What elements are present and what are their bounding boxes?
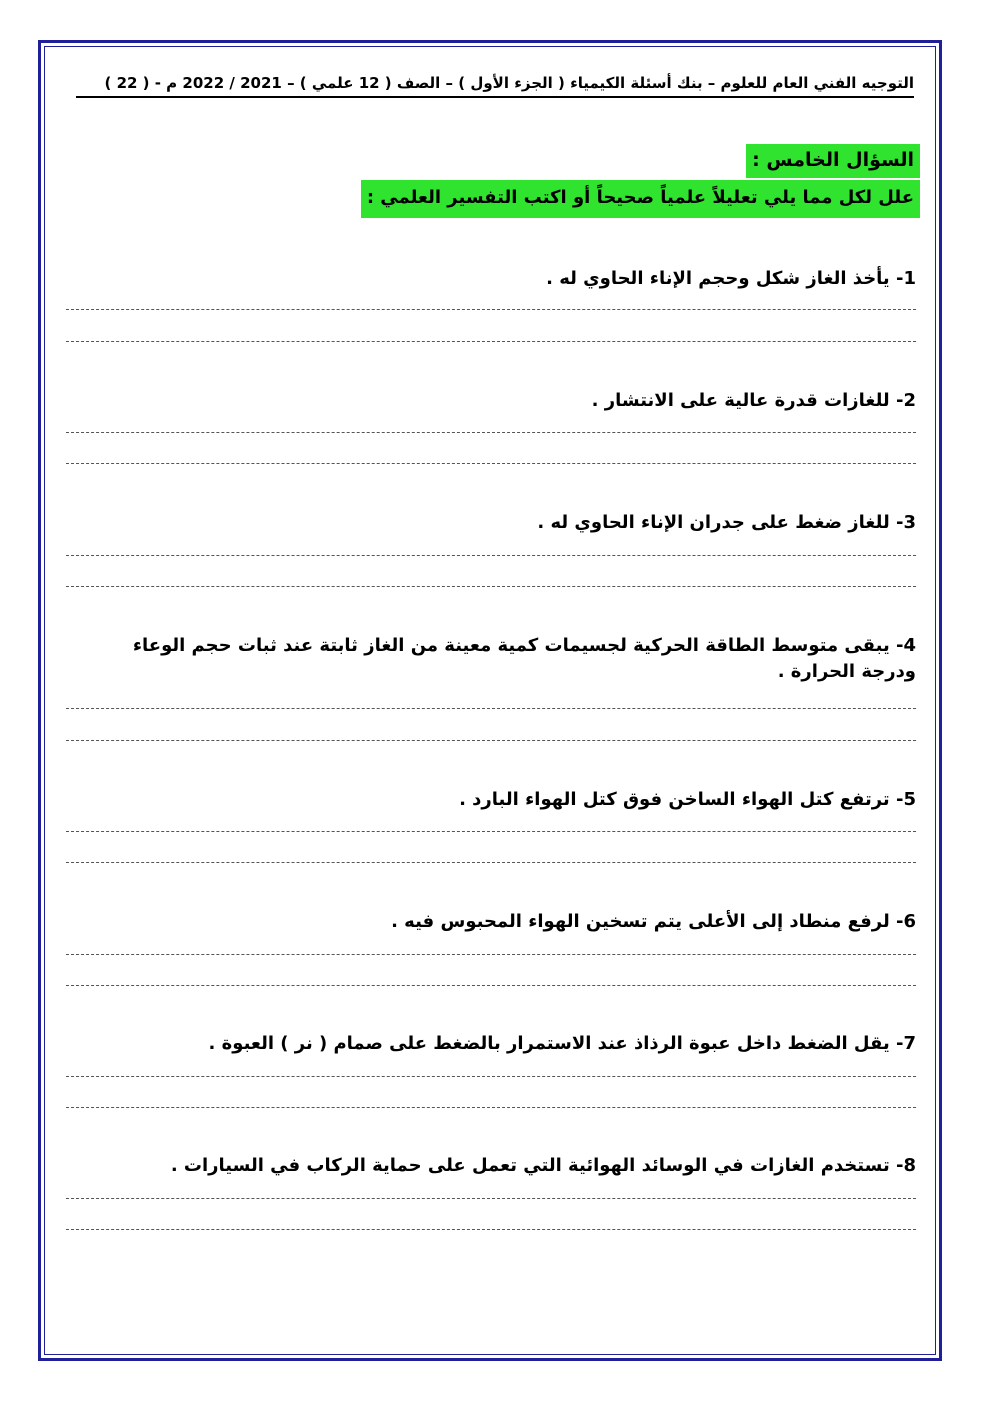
item-text: يقل الضغط داخل عبوة الرذاذ عند الاستمرار بالضغط على صمام ( نر ) العبوة . (208, 1033, 890, 1054)
item-number: 5- (895, 789, 916, 810)
item-number: 8- (895, 1155, 916, 1176)
item-number: 1- (895, 268, 916, 289)
answer-line[interactable] (66, 309, 916, 310)
answer-line[interactable] (66, 985, 916, 986)
question-title: السؤال الخامس : (746, 144, 920, 178)
question-item-2 (76, 388, 916, 414)
item-text: تستخدم الغازات في الوسائد الهوائية التي تعمل على حماية الركاب في السيارات . (170, 1155, 890, 1176)
answer-line[interactable] (66, 1229, 916, 1230)
item-number: 3- (895, 512, 916, 533)
answer-line[interactable] (66, 1198, 916, 1199)
answer-line[interactable] (66, 954, 916, 955)
page-header: التوجيه الفني العام للعلوم – بنك أسئلة الكيمياء ( الجزء الأول ) – الصف ( 12 علمي ) – 2021 / 2022 م - ( 22 ) (76, 72, 914, 98)
question-item-5 (76, 787, 916, 813)
question-item-8 (76, 1153, 916, 1179)
answer-line[interactable] (66, 862, 916, 863)
answer-line[interactable] (66, 463, 916, 464)
item-text: للغاز ضغط على جدران الإناء الحاوي له . (537, 512, 890, 533)
item-text: للغازات قدرة عالية على الانتشار . (591, 390, 890, 411)
item-number: 2- (895, 390, 916, 411)
item-text: لرفع منطاد إلى الأعلى يتم تسخين الهواء المحبوس فيه . (391, 911, 890, 932)
question-item-1 (76, 266, 916, 292)
item-text: يأخذ الغاز شكل وحجم الإناء الحاوي له . (546, 268, 890, 289)
item-number: 6- (895, 911, 916, 932)
answer-line[interactable] (66, 708, 916, 709)
item-number: 7- (895, 1033, 916, 1054)
answer-line[interactable] (66, 740, 916, 741)
answer-line[interactable] (66, 341, 916, 342)
question-item-6 (76, 909, 916, 935)
item-text: ترتفع كتل الهواء الساخن فوق كتل الهواء البارد . (459, 789, 890, 810)
item-number: 4- (895, 635, 916, 656)
question-item-4 (76, 633, 916, 685)
question-item-3 (76, 510, 916, 536)
item-text: يبقى متوسط الطاقة الحركية لجسيمات كمية معينة من الغاز ثابتة عند ثبات حجم الوعاء ودرجة الحرارة . (132, 635, 916, 682)
answer-line[interactable] (66, 432, 916, 433)
answer-line[interactable] (66, 555, 916, 556)
question-instruction: علل لكل مما يلي تعليلاً علمياً صحيحاً أو اكتب التفسير العلمي : (361, 180, 920, 218)
answer-line[interactable] (66, 586, 916, 587)
answer-line[interactable] (66, 1076, 916, 1077)
answer-line[interactable] (66, 1107, 916, 1108)
question-item-7 (76, 1031, 916, 1057)
answer-line[interactable] (66, 831, 916, 832)
